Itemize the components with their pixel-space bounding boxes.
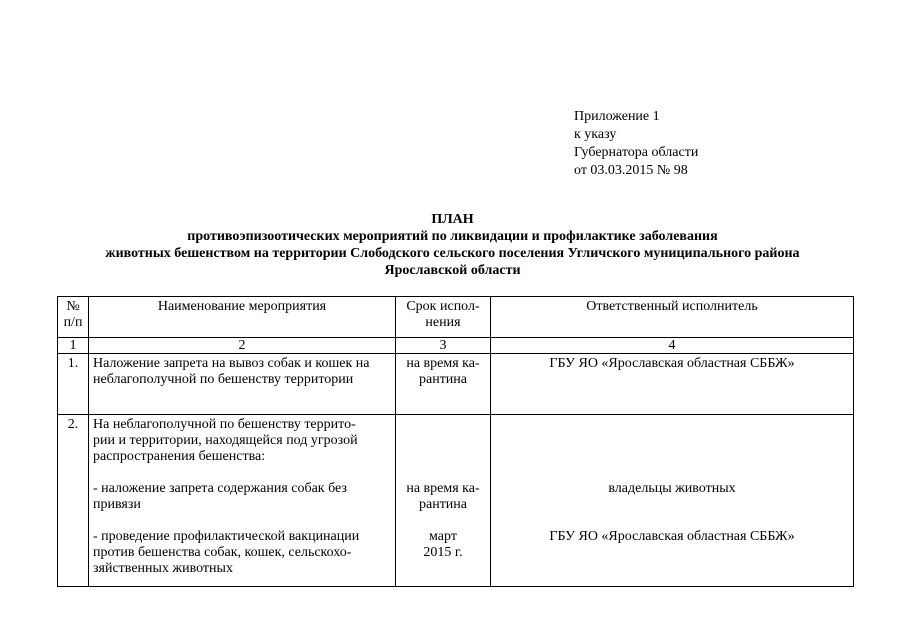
spacer: [93, 513, 391, 529]
row-name: [89, 354, 396, 415]
table-row: [58, 415, 854, 587]
header-term: [396, 297, 491, 338]
row-name-line: неблагополучной по бешенству территории: [93, 372, 354, 387]
header-text: Наименование мероприятия: [157, 299, 327, 314]
spacer: [400, 465, 486, 481]
document-title: ПЛАН: [431, 212, 474, 227]
document-heading: [0, 211, 905, 279]
row-name-line: На неблагополучной по бешенству террито-: [93, 417, 356, 432]
spacer: [400, 449, 486, 465]
appendix-line: Приложение 1: [574, 109, 660, 124]
heading-line: противоэпизоотических мероприятий по ликвидации и профилактике заболевания: [187, 229, 718, 244]
appendix-line: от 03.03.2015 № 98: [574, 163, 688, 178]
spacer: [400, 513, 486, 529]
spacer: [93, 465, 391, 481]
header-responsible: [491, 297, 854, 338]
row-name: [89, 415, 396, 587]
row-name-line: против бешенства собак, кошек, сельскохо-: [93, 545, 352, 560]
appendix-line: Губернатора области: [574, 145, 699, 160]
header-text: №: [66, 299, 80, 314]
index-cell: 3: [396, 338, 491, 354]
heading-line: Ярославской области: [384, 263, 521, 278]
row-term: [396, 415, 491, 587]
row-name-line: зяйственных животных: [93, 561, 233, 576]
row-responsible: [491, 415, 854, 587]
index-cell: 4: [491, 338, 854, 354]
row-name-line: распространения бешенства:: [93, 449, 266, 464]
row-term-line: на время ка-: [406, 481, 480, 496]
spacer: [495, 497, 849, 513]
spacer: [495, 433, 849, 449]
row-responsible-line: ГБУ ЯО «Ярославская областная СББЖ»: [549, 529, 795, 544]
row-name-line: привязи: [93, 497, 141, 512]
spacer: [400, 417, 486, 433]
row-responsible-line: владельцы животных: [608, 481, 736, 496]
appendix-block: [574, 108, 698, 180]
table-header-row: [58, 297, 854, 338]
row-name-line: - проведение профилактической вакцинации: [93, 529, 360, 544]
row-term-line: рантина: [418, 372, 468, 387]
index-cell: 2: [89, 338, 396, 354]
appendix-line: к указу: [574, 127, 617, 142]
row-num: 2.: [58, 415, 89, 587]
row-term-line: рантина: [418, 497, 468, 512]
spacer: [400, 433, 486, 449]
heading-line: животных бешенством на территории Слободского сельского поселения Угличского муниципального района: [105, 246, 800, 261]
row-name-line: - наложение запрета содержания собак без: [93, 481, 347, 496]
row-term-line: март: [429, 529, 457, 544]
row-responsible: ГБУ ЯО «Ярославская областная СББЖ»: [491, 354, 854, 415]
row-term: [396, 354, 491, 415]
header-text: Ответственный исполнитель: [586, 299, 758, 314]
row-name-line: рии и территории, находящейся под угрозой: [93, 433, 358, 448]
row-num: 1.: [58, 354, 89, 415]
spacer: [495, 465, 849, 481]
spacer: [495, 417, 849, 433]
spacer: [495, 513, 849, 529]
header-text: нения: [425, 315, 461, 330]
header-text: п/п: [63, 315, 83, 330]
header-num: [58, 297, 89, 338]
index-cell: 1: [58, 338, 89, 354]
table-row: [58, 354, 854, 415]
row-term-line: 2015 г.: [423, 545, 463, 560]
header-name: [89, 297, 396, 338]
header-text: Срок испол-: [406, 299, 480, 314]
row-term-line: на время ка-: [406, 356, 480, 371]
spacer: [495, 449, 849, 465]
table-index-row: [58, 338, 854, 354]
row-name-line: Наложение запрета на вывоз собак и кошек на: [93, 356, 370, 371]
plan-table: [57, 296, 854, 587]
